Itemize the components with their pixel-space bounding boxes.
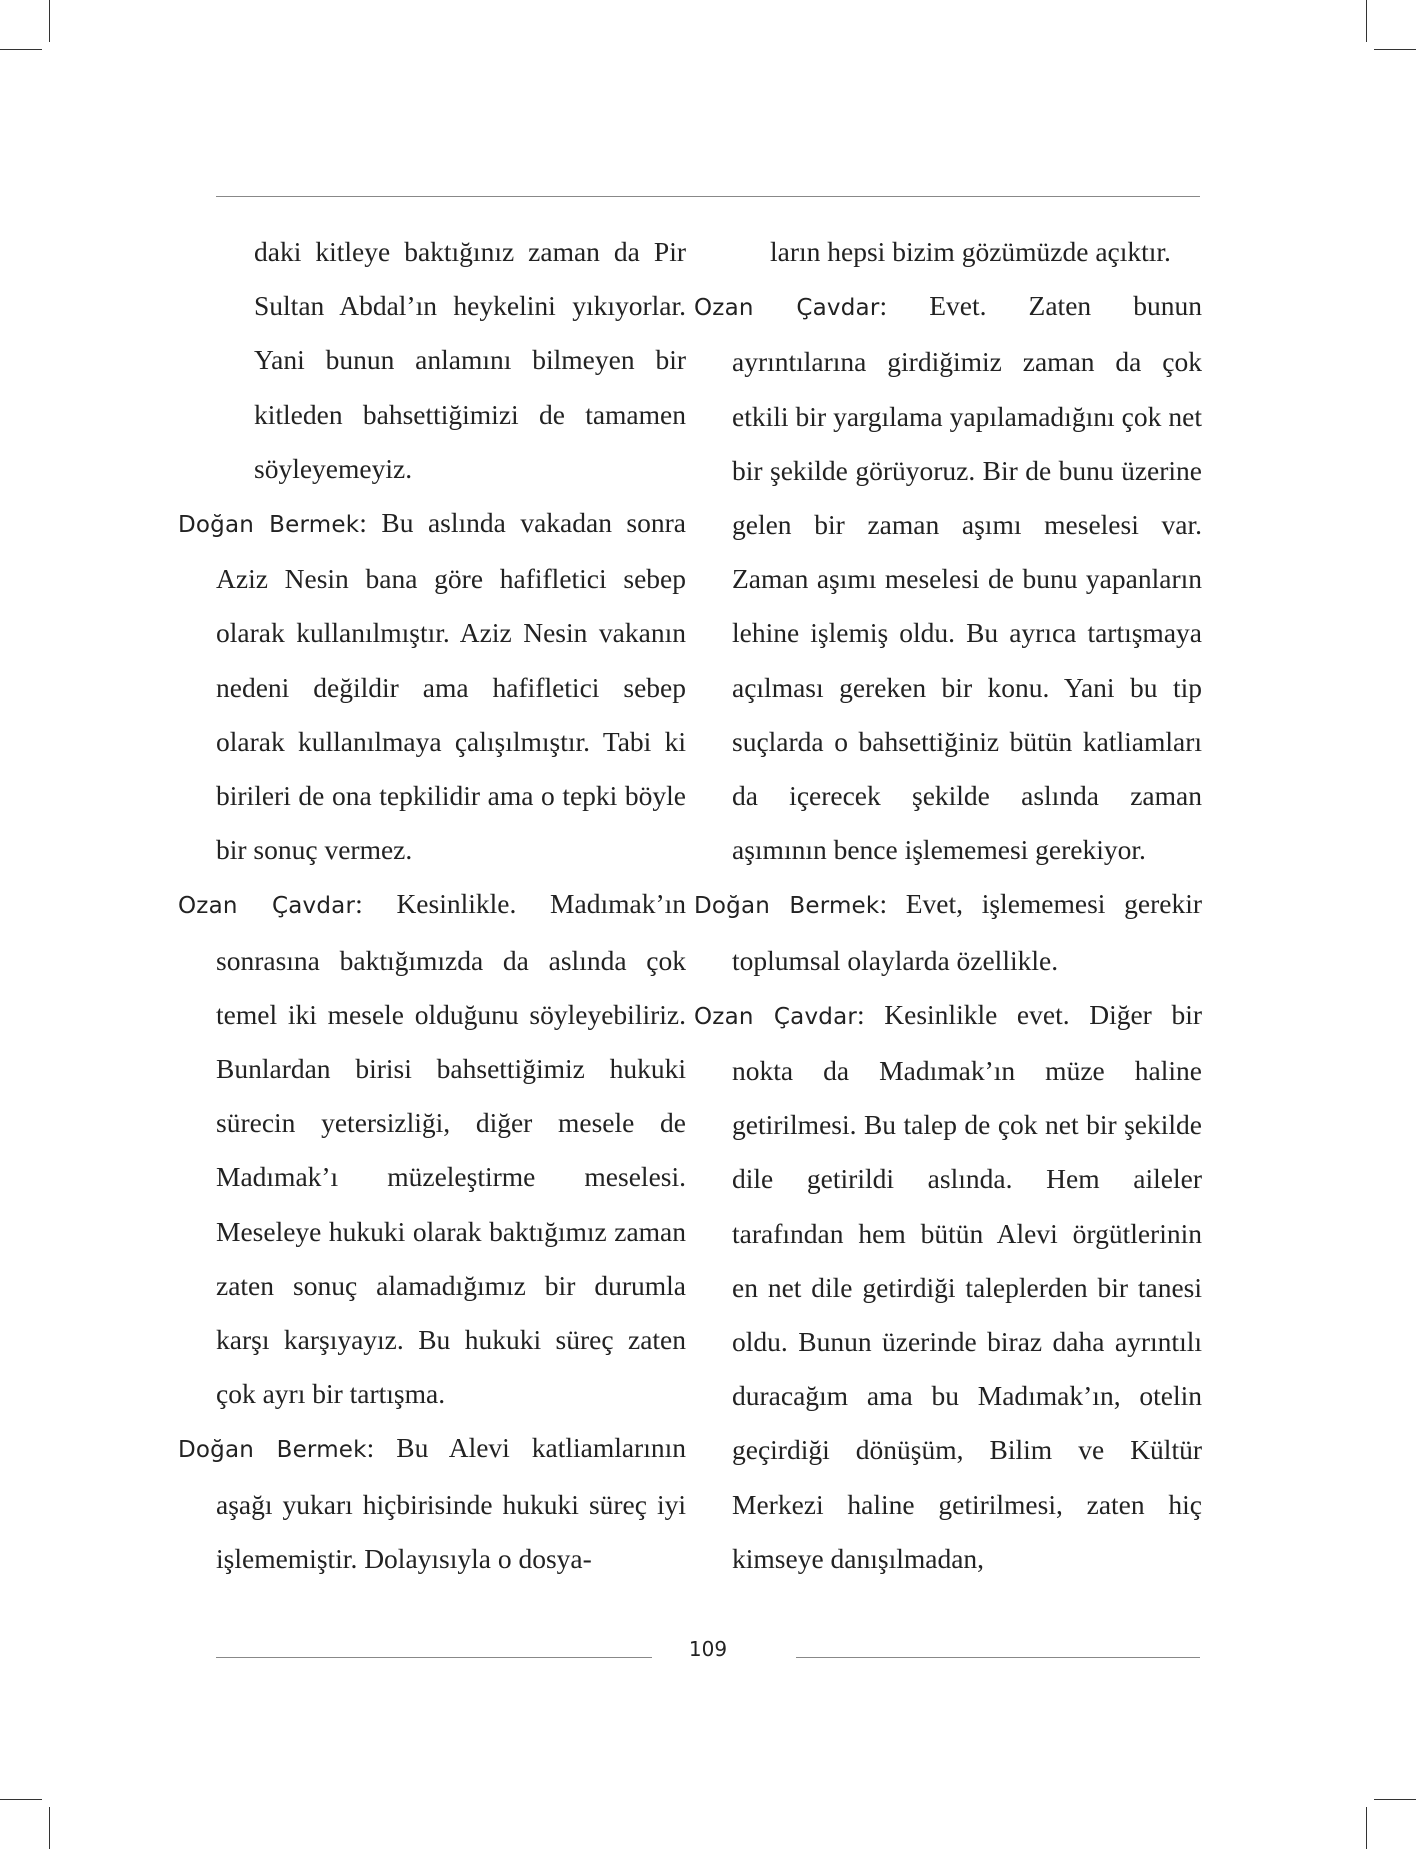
- paragraph-text: : Evet. Zaten bunun ayrıntılarına girdiğimiz zaman da çok etkili bir yargılama yapılamadığını çok net bir şekilde görüyoruz. Bir de bunu üzerine gelen bir zaman aşımı meselesi var. Zaman aşımı meselesi de bunu yapanların lehine işlemiş oldu. Bu ayrıca tartışmaya açılması gereken bir konu. Yani bu tip suçlarda o bahsettiğiniz bütün katliamları da içerecek şekilde aslında zaman aşımının bence işlememesi gerekiyor.: [732, 290, 1202, 866]
- paragraph: [178, 877, 686, 1421]
- right-column: [694, 225, 1202, 1586]
- crop-mark: [1366, 1807, 1367, 1849]
- paragraph-text: daki kitleye baktığınız zaman da Pir Sultan Abdal’ın heykelini yıkıyorlar. Yani bunun anlamını bilmeyen bir kitleden bahsettiğimizi de tamamen söyleyemeyiz.: [254, 236, 686, 484]
- paragraph: [694, 988, 1202, 1586]
- crop-mark: [1366, 0, 1367, 42]
- paragraph-text: : Bu Alevi katliamlarının aşağı yukarı hiçbirisinde hukuki süreç iyi işlememiştir. Dolayısıyla o dosya-: [216, 1432, 686, 1574]
- paragraph: [216, 225, 686, 496]
- speaker-name: Doğan Bermek: [178, 512, 360, 539]
- left-column: [178, 225, 686, 1586]
- header-rule: [216, 196, 1200, 197]
- paragraph: [178, 1421, 686, 1586]
- speaker-name: Ozan Çavdar: [694, 295, 880, 322]
- paragraph-text: : Evet, işlememesi gerekir toplumsal olaylarda özellikle.: [732, 888, 1202, 976]
- page-number: 109: [688, 1637, 728, 1661]
- paragraph-text: : Kesinlikle evet. Diğer bir nokta da Madımak’ın müze haline getirilmesi. Bu talep de çok net bir şekilde dile getirildi aslında. Hem aileler tarafından hem bütün Alevi örgütlerinin en net dile getirdiği taleplerden bir tanesi oldu. Bunun üzerinde biraz daha ayrıntılı duracağım ama bu Madımak’ın, otelin geçirdiği dönüşüm, Bilim ve Kültür Merkezi haline getirilmesi, zaten hiç kimseye danışılmadan,: [732, 998, 1202, 1574]
- crop-mark: [1374, 1799, 1416, 1800]
- paragraph-text: : Kesinlikle. Madımak’ın sonrasına baktığımızda da aslında çok temel iki mesele olduğunu söyleyebiliriz. Bunlardan birisi bahsettiğimiz hukuki sürecin yetersizliği, diğer mesele de Madımak’ı müzeleştirme meselesi. Meseleye hukuki olarak baktığımız zaman zaten sonuç alamadığımız bir durumla karşı karşıyayız. Bu hukuki süreç zaten çok ayrı bir tartışma.: [216, 888, 686, 1410]
- crop-mark: [1374, 49, 1416, 50]
- paragraph: [732, 225, 1202, 279]
- crop-mark: [0, 49, 42, 50]
- speaker-name: Ozan Çavdar: [178, 893, 356, 920]
- speaker-name: Doğan Bermek: [694, 893, 880, 920]
- crop-mark: [49, 1807, 50, 1849]
- crop-mark: [0, 1799, 42, 1800]
- paragraph: [178, 496, 686, 877]
- paragraph: [694, 279, 1202, 877]
- speaker-name: Doğan Bermek: [178, 1437, 367, 1464]
- paragraph-text: : Bu aslında vakadan sonra Aziz Nesin bana göre hafifletici sebep olarak kullanılmıştır. Aziz Nesin vakanın nedeni değildir ama hafifletici sebep olarak kullanılmaya çalışılmıştır. Tabi ki birileri de ona tepkilidir ama o tepki böyle bir sonuç vermez.: [216, 507, 686, 866]
- paragraph: [694, 877, 1202, 987]
- speaker-name: Ozan Çavdar: [694, 1003, 858, 1030]
- paragraph-text: ların hepsi bizim gözümüzde açıktır.: [770, 236, 1171, 267]
- crop-mark: [49, 0, 50, 42]
